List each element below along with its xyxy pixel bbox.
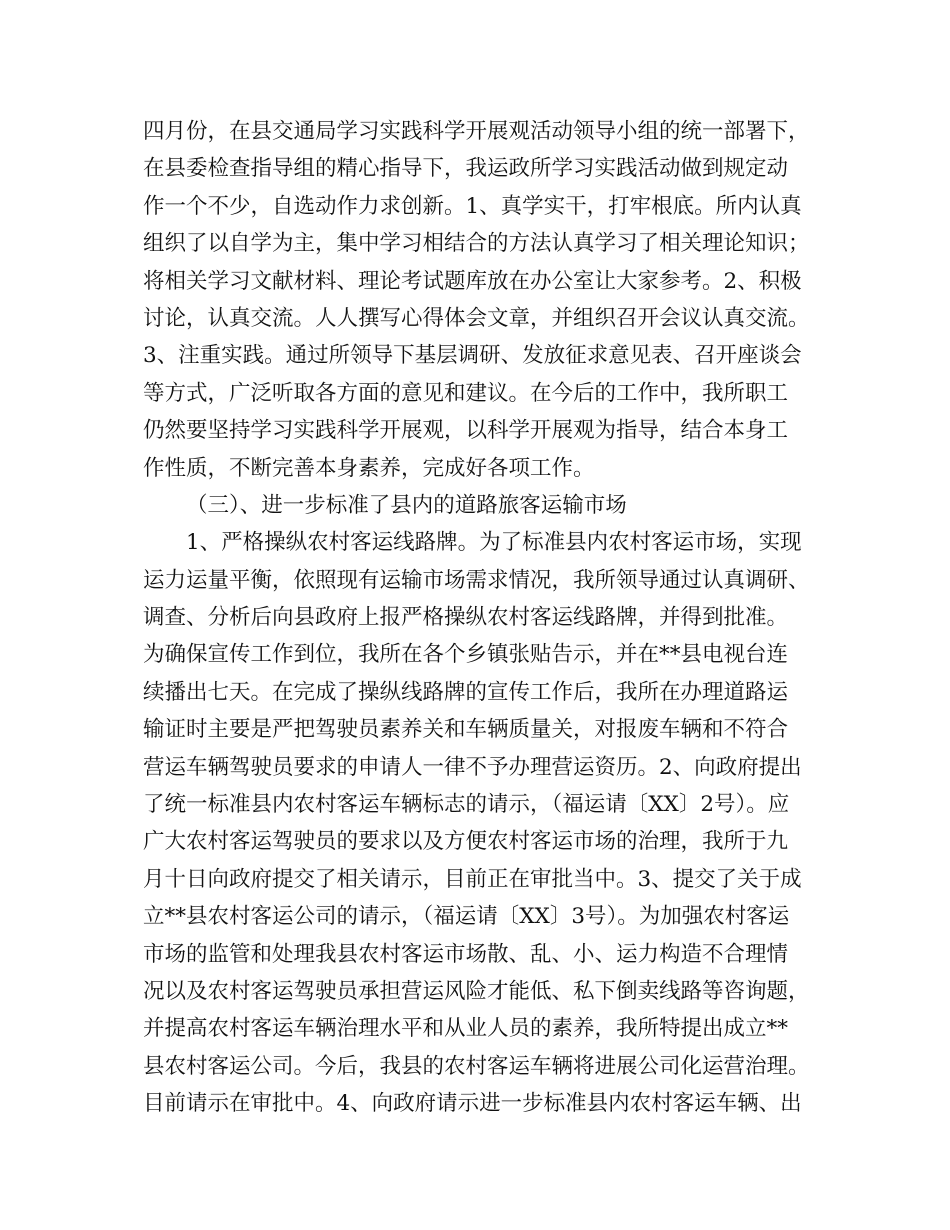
text-line: 运力运量平衡，依照现有运输市场需求情况，我所领导通过认真调研、 [143,567,810,593]
text-line: 组织了以自学为主，集中学习相结合的方法认真学习了相关理论知识； [143,231,810,257]
text-line: 况以及农村客运驾驶员承担营运风险才能低、私下倒卖线路等咨询题， [143,978,810,1004]
text-line: 市场的监管和处理我县农村客运市场散、乱、小、运力构造不合理情 [143,941,789,967]
text-line: 作一个不少，自选动作力求创新。1、真学实干，打牢根底。所内认真 [143,193,802,219]
text-line: 输证时主要是严把驾驶员素养关和车辆质量关，对报废车辆和不符合 [143,717,789,743]
text-line: 四月份，在县交通局学习实践科学开展观活动领导小组的统一部署下， [143,119,810,144]
text-line: 营运车辆驾驶员要求的申请人一律不予办理营运资历。2、向政府提出 [143,754,802,780]
text-line: 立**县农村客运公司的请示，（福运请〔XX〕3号）。为加强农村客运 [143,904,790,930]
text-line: 目前请示在审批中。4、向政府请示进一步标准县内农村客运车辆、出 [143,1091,802,1117]
text-line: 仍然要坚持学习实践科学开展观，以科学开展观为指导，结合本身工 [143,418,789,444]
text-line: 等方式，广泛听取各方面的意见和建议。在今后的工作中，我所职工 [143,380,789,406]
body-text [143,113,843,1123]
text-line: 将相关学习文献材料、理论考试题库放在办公室让大家参考。2、积极 [143,268,802,294]
text-line: 广大农村客运驾驶员的要求以及方便农村客运市场的治理，我所于九 [143,829,789,855]
text-line: 月十日向政府提交了相关请示，目前正在审批当中。3、提交了关于成 [143,866,802,892]
text-line: 县农村客运公司。今后，我县的农村客运车辆将进展公司化运营治理。 [143,1053,810,1079]
text-line: 作性质，不断完善本身素养，完成好各项工作。 [143,455,595,481]
text-line: 调查、分析后向县政府上报严格操纵农村客运线路牌，并得到批准。 [143,605,789,631]
text-line: 并提高农村客运车辆治理水平和从业人员的素养，我所特提出成立** [143,1016,789,1042]
text-line: 为确保宣传工作到位，我所在各个乡镇张贴告示，并在**县电视台连 [143,642,789,668]
text-line: 讨论，认真交流。人人撰写心得体会文章，并组织召开会议认真交流。 [143,305,810,331]
text-line: 3、注重实践。通过所领导下基层调研、发放征求意见表、召开座谈会 [143,343,802,369]
text-line: 在县委检查指导组的精心指导下，我运政所学习实践活动做到规定动 [143,156,789,182]
section-heading: （三）、进一步标准了县内的道路旅客运输市场 [186,492,627,518]
text-line: 续播出七天。在完成了操纵线路牌的宣传工作后，我所在办理道路运 [143,679,789,705]
text-line: 了统一标准县内农村客运车辆标志的请示，（福运请〔XX〕2号）。应 [143,792,790,818]
paragraph-first-line: 1、严格操纵农村客运线路牌。为了标准县内农村客运市场，实现 [186,530,802,556]
